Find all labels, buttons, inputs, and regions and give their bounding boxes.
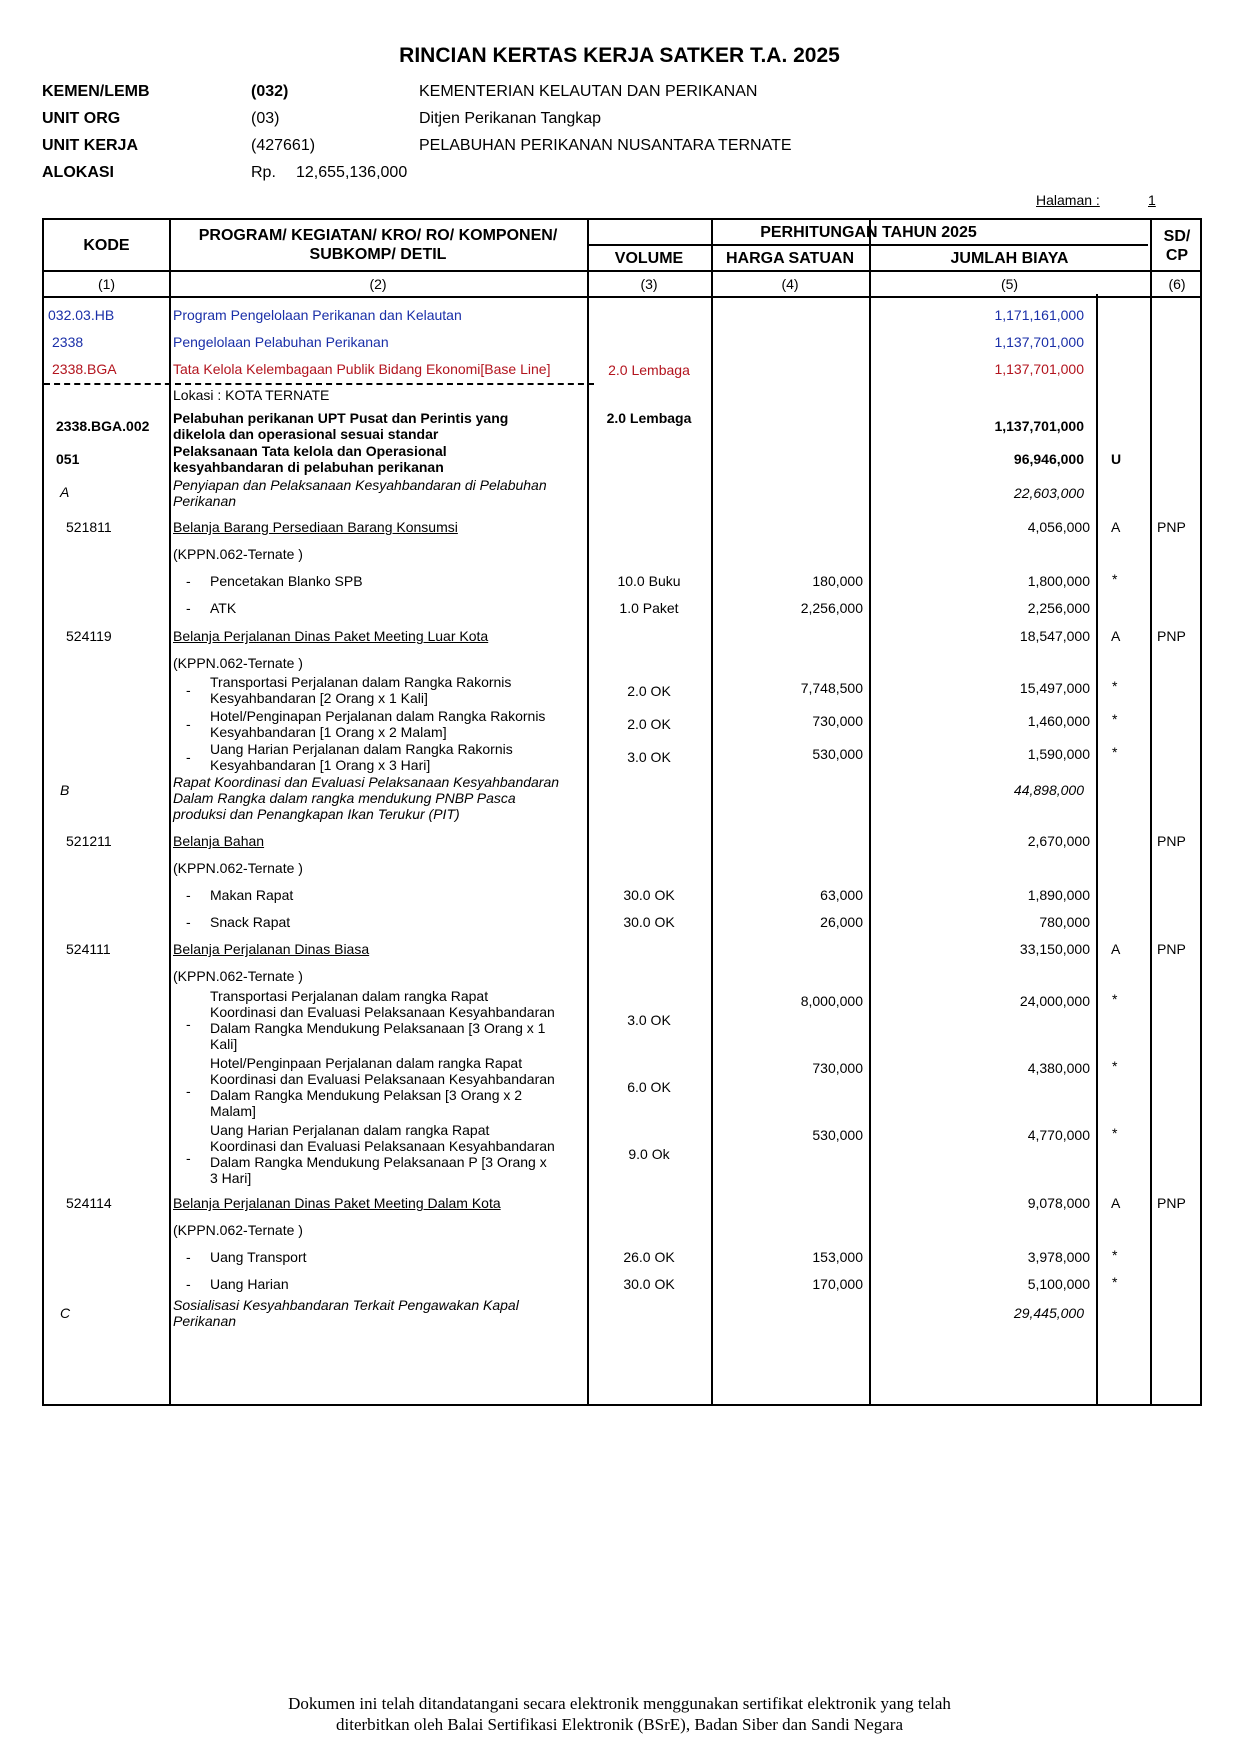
row-sdcp: PNP: [1157, 628, 1186, 644]
detail-volume: 30.0 OK: [623, 1276, 675, 1292]
detail-jumlah: 24,000,000: [1019, 993, 1090, 1009]
row-volume: 2.0 Lembaga: [608, 362, 690, 378]
row-desc: Belanja Perjalanan Dinas Paket Meeting Luar Kota: [173, 628, 489, 644]
alokasi-currency: Rp.: [251, 164, 276, 181]
detail-star: *: [1112, 711, 1118, 727]
detail-desc: Makan Rapat: [210, 887, 294, 903]
row-desc-line1: Rapat Koordinasi dan Evaluasi Pelaksanaan Kesyahbandaran: [173, 774, 560, 790]
detail-harga: 2,256,000: [800, 600, 863, 616]
row-jumlah: 1,171,161,000: [994, 307, 1084, 323]
unit-kerja-label: UNIT KERJA: [42, 137, 139, 154]
detail-desc-line2: Kesyahbandaran [1 Orang x 3 Hari]: [210, 757, 431, 773]
detail-dash: -: [186, 914, 191, 930]
detail-star: *: [1112, 1058, 1118, 1074]
detail-desc: Snack Rapat: [210, 914, 291, 930]
detail-desc-line1: Hotel/Penginpaan Perjalanan dalam rangka Rapat: [210, 1055, 523, 1071]
detail-desc-line2: Kesyahbandaran [1 Orang x 2 Malam]: [210, 724, 447, 740]
detail-desc-line2: Kesyahbandaran [2 Orang x 1 Kali]: [210, 690, 428, 706]
row-desc-line3: produksi dan Penangkapan Ikan Terukur (PIT): [173, 806, 460, 822]
col-number: (4): [781, 276, 799, 292]
row-kode: 051: [56, 451, 80, 467]
page-title: RINCIAN KERTAS KERJA SATKER T.A. 2025: [399, 44, 840, 67]
row-sdcp: PNP: [1157, 833, 1186, 849]
kemen-code: (032): [251, 83, 289, 100]
detail-star: *: [1112, 744, 1118, 760]
kppn-label: (KPPN.062-Ternate ): [173, 546, 303, 562]
row-flag: A: [1111, 1195, 1121, 1211]
row-jumlah: 29,445,000: [1013, 1305, 1084, 1321]
detail-dash: -: [186, 1083, 191, 1099]
row-volume: 2.0 Lembaga: [606, 410, 692, 426]
row-desc-line2: Perikanan: [173, 493, 237, 509]
detail-dash: -: [186, 1249, 191, 1265]
col-number: (5): [1000, 276, 1019, 292]
detail-jumlah: 780,000: [1039, 914, 1090, 930]
row-desc-line2: dikelola dan operasional sesuai standar: [173, 426, 439, 442]
row-jumlah: 1,137,701,000: [994, 334, 1084, 350]
detail-desc-line4: Malam]: [210, 1103, 256, 1119]
detail-dash: -: [186, 1016, 191, 1032]
row-desc: Belanja Bahan: [173, 833, 265, 849]
row-desc: Belanja Barang Persediaan Barang Konsumsi: [173, 519, 458, 535]
kppn-label: (KPPN.062-Ternate ): [173, 655, 303, 671]
detail-volume: 30.0 OK: [623, 914, 675, 930]
col-number: (3): [640, 276, 658, 292]
detail-jumlah: 1,800,000: [1027, 573, 1090, 589]
detail-star: *: [1112, 1247, 1118, 1263]
dashed-separator: [44, 383, 594, 385]
header-sdcp-line1: SD/: [1163, 228, 1191, 245]
detail-desc-line2: Koordinasi dan Evaluasi Pelaksanaan Kesyahbandaran: [210, 1004, 555, 1020]
row-sdcp: PNP: [1157, 1195, 1186, 1211]
detail-jumlah: 4,770,000: [1027, 1127, 1090, 1143]
unit-org-code: (03): [251, 110, 280, 127]
row-kode: 032.03.HB: [48, 307, 115, 323]
row-kode: 2338.BGA.002: [56, 418, 150, 434]
header-perhitungan: PERHITUNGAN TAHUN 2025: [760, 224, 977, 241]
detail-dash: -: [186, 600, 191, 616]
detail-dash: -: [186, 573, 191, 589]
detail-star: *: [1112, 678, 1118, 694]
detail-volume: 1.0 Paket: [619, 600, 679, 616]
header-jumlah: JUMLAH BIAYA: [950, 250, 1069, 267]
col-divider: [711, 220, 713, 1404]
detail-desc-line1: Hotel/Penginapan Perjalanan dalam Rangka Rakornis: [210, 708, 546, 724]
row-desc: Tata Kelola Kelembagaan Publik Bidang Ekonomi[Base Line]: [173, 361, 551, 377]
row-kode: 524119: [66, 628, 112, 644]
unit-org-label: UNIT ORG: [42, 110, 121, 127]
col-divider: [1150, 220, 1152, 1404]
detail-desc-line3: Dalam Rangka Mendukung Pelaksanaan [3 Orang x 1: [210, 1020, 546, 1036]
row-desc-line2: Perikanan: [173, 1313, 237, 1329]
detail-jumlah: 2,256,000: [1027, 600, 1090, 616]
row-jumlah: 44,898,000: [1013, 782, 1084, 798]
detail-jumlah: 1,890,000: [1027, 887, 1090, 903]
detail-dash: -: [186, 682, 191, 698]
row-desc: Program Pengelolaan Perikanan dan Kelautan: [173, 307, 462, 323]
row-desc-line1: Pelaksanaan Tata kelola dan Operasional: [173, 443, 447, 459]
row-jumlah: 18,547,000: [1019, 628, 1090, 644]
detail-desc-line4: Kali]: [210, 1036, 238, 1052]
kppn-label: (KPPN.062-Ternate ): [173, 1222, 303, 1238]
detail-volume: 3.0 OK: [627, 1012, 671, 1028]
halaman-label: Halaman :: [1036, 192, 1100, 208]
alokasi-label: ALOKASI: [42, 164, 114, 181]
detail-star: *: [1112, 571, 1118, 587]
signature-notice: [0, 1693, 1239, 1735]
row-jumlah: 22,603,000: [1013, 485, 1084, 501]
row-desc: Belanja Perjalanan Dinas Paket Meeting Dalam Kota: [173, 1195, 501, 1211]
kemen-name: KEMENTERIAN KELAUTAN DAN PERIKANAN: [419, 83, 758, 100]
detail-harga: 153,000: [812, 1249, 863, 1265]
detail-jumlah: 3,978,000: [1027, 1249, 1090, 1265]
row-kode: A: [60, 484, 70, 500]
detail-desc-line4: 3 Hari]: [210, 1170, 252, 1186]
row-desc: Belanja Perjalanan Dinas Biasa: [173, 941, 370, 957]
detail-harga: 530,000: [812, 746, 863, 762]
row-jumlah: 96,946,000: [1013, 451, 1084, 467]
row-kode: 521211: [66, 833, 112, 849]
row-kode: 2338: [52, 334, 84, 350]
detail-harga: 530,000: [812, 1127, 863, 1143]
detail-volume: 2.0 OK: [627, 683, 671, 699]
col-divider: [587, 220, 589, 1404]
row-flag: A: [1111, 519, 1121, 535]
detail-jumlah: 1,590,000: [1027, 746, 1090, 762]
row-kode: B: [60, 782, 70, 798]
header-harga: HARGA SATUAN: [726, 250, 854, 267]
row-jumlah: 9,078,000: [1027, 1195, 1090, 1211]
row-desc-line1: Penyiapan dan Pelaksanaan Kesyahbandaran di Pelabuhan: [173, 477, 547, 493]
detail-jumlah: 5,100,000: [1027, 1276, 1090, 1292]
row-desc: Pengelolaan Pelabuhan Perikanan: [173, 334, 389, 350]
row-jumlah: 2,670,000: [1027, 833, 1090, 849]
col-number: (2): [369, 276, 387, 292]
row-kode: 521811: [66, 519, 112, 535]
detail-volume: 9.0 Ok: [628, 1146, 670, 1162]
detail-harga: 170,000: [812, 1276, 863, 1292]
detail-volume: 30.0 OK: [623, 887, 675, 903]
detail-volume: 2.0 OK: [627, 716, 671, 732]
row-kode: 524111: [66, 941, 111, 957]
unit-org-name: Ditjen Perikanan Tangkap: [419, 110, 602, 127]
alokasi-value: 12,655,136,000: [296, 164, 408, 181]
row-desc-line2: Dalam Rangka dalam rangka mendukung PNBP Pasca: [173, 790, 516, 806]
signature-notice-line2: diterbitkan oleh Balai Sertifikasi Elektronik (BSrE), Badan Siber dan Sandi Negara: [336, 1715, 903, 1734]
detail-desc: Pencetakan Blanko SPB: [210, 573, 363, 589]
detail-harga: 63,000: [820, 887, 863, 903]
detail-star: *: [1112, 991, 1118, 1007]
row-jumlah: 1,137,701,000: [994, 418, 1084, 434]
header-program-line2: SUBKOMP/ DETIL: [309, 246, 447, 263]
detail-harga: 26,000: [820, 914, 863, 930]
header-kode: KODE: [83, 237, 130, 254]
detail-jumlah: 4,380,000: [1027, 1060, 1090, 1076]
detail-harga: 730,000: [812, 1060, 863, 1076]
detail-jumlah: 1,460,000: [1027, 713, 1090, 729]
row-desc-line2: kesyahbandaran di pelabuhan perikanan: [173, 459, 444, 475]
detail-desc: Uang Harian: [210, 1276, 289, 1292]
detail-harga: 180,000: [812, 573, 863, 589]
col-divider: [869, 220, 871, 1404]
kppn-label: (KPPN.062-Ternate ): [173, 968, 303, 984]
halaman-value: 1: [1148, 192, 1156, 208]
row-jumlah: 33,150,000: [1019, 941, 1090, 957]
header-program-line1: PROGRAM/ KEGIATAN/ KRO/ RO/ KOMPONEN/: [198, 227, 558, 244]
unit-kerja-name: PELABUHAN PERIKANAN NUSANTARA TERNATE: [419, 137, 792, 154]
detail-desc-line2: Koordinasi dan Evaluasi Pelaksanaan Kesyahbandaran: [210, 1071, 555, 1087]
row-kode: C: [60, 1305, 71, 1321]
kemen-label: KEMEN/LEMB: [42, 83, 150, 100]
detail-harga: 7,748,500: [800, 680, 863, 696]
row-flag: A: [1111, 941, 1121, 957]
detail-volume: 10.0 Buku: [617, 573, 681, 589]
row-divider: [587, 244, 1148, 246]
detail-desc-line1: Transportasi Perjalanan dalam rangka Rapat: [210, 988, 489, 1004]
row-jumlah: 1,137,701,000: [994, 361, 1084, 377]
kppn-label: (KPPN.062-Ternate ): [173, 860, 303, 876]
detail-desc-line1: Uang Harian Perjalanan dalam rangka Rapat: [210, 1122, 490, 1138]
detail-dash: -: [186, 887, 191, 903]
col-number: (1): [97, 276, 116, 292]
row-desc-line1: Sosialisasi Kesyahbandaran Terkait Pengawakan Kapal: [173, 1297, 519, 1313]
detail-jumlah: 15,497,000: [1019, 680, 1090, 696]
col-number: (6): [1168, 276, 1186, 292]
detail-volume: 6.0 OK: [627, 1079, 671, 1095]
row-flag: A: [1111, 628, 1121, 644]
detail-harga: 730,000: [812, 713, 863, 729]
detail-dash: -: [186, 1276, 191, 1292]
row-flag: U: [1111, 451, 1122, 467]
detail-desc-line2: Koordinasi dan Evaluasi Pelaksanaan Kesyahbandaran: [210, 1138, 555, 1154]
row-kode: 524114: [66, 1195, 112, 1211]
detail-desc-line1: Uang Harian Perjalanan dalam Rangka Rakornis: [210, 741, 513, 757]
row-jumlah: 4,056,000: [1027, 519, 1090, 535]
detail-dash: -: [186, 716, 191, 732]
header-sdcp-line2: CP: [1165, 247, 1189, 264]
row-divider: [44, 270, 1200, 272]
detail-desc-line3: Dalam Rangka Mendukung Pelaksanaan P [3 Orang x: [210, 1154, 547, 1170]
detail-dash: -: [186, 1150, 191, 1166]
signature-notice-line1: Dokumen ini telah ditandatangani secara elektronik menggunakan sertifikat elektronik yang telah: [288, 1694, 951, 1713]
row-sdcp: PNP: [1157, 519, 1186, 535]
col-divider: [1096, 294, 1098, 1404]
lokasi-label: Lokasi : KOTA TERNATE: [173, 387, 330, 403]
row-sdcp: PNP: [1157, 941, 1186, 957]
col-divider: [169, 220, 171, 1404]
detail-star: *: [1112, 1125, 1118, 1141]
detail-desc: ATK: [210, 600, 237, 616]
detail-harga: 8,000,000: [800, 993, 863, 1009]
row-desc-line1: Pelabuhan perikanan UPT Pusat dan Perintis yang: [173, 410, 509, 426]
detail-volume: 3.0 OK: [627, 749, 671, 765]
header-volume: VOLUME: [614, 250, 684, 267]
detail-desc: Uang Transport: [210, 1249, 307, 1265]
detail-desc-line3: Dalam Rangka Mendukung Pelaksan [3 Orang x 2: [210, 1087, 523, 1103]
detail-volume: 26.0 OK: [623, 1249, 675, 1265]
unit-kerja-code: (427661): [251, 137, 316, 154]
detail-dash: -: [186, 749, 191, 765]
row-divider: [44, 296, 1200, 298]
detail-star: *: [1112, 1274, 1118, 1290]
detail-desc-line1: Transportasi Perjalanan dalam Rangka Rakornis: [210, 674, 512, 690]
row-kode: 2338.BGA: [52, 361, 117, 377]
